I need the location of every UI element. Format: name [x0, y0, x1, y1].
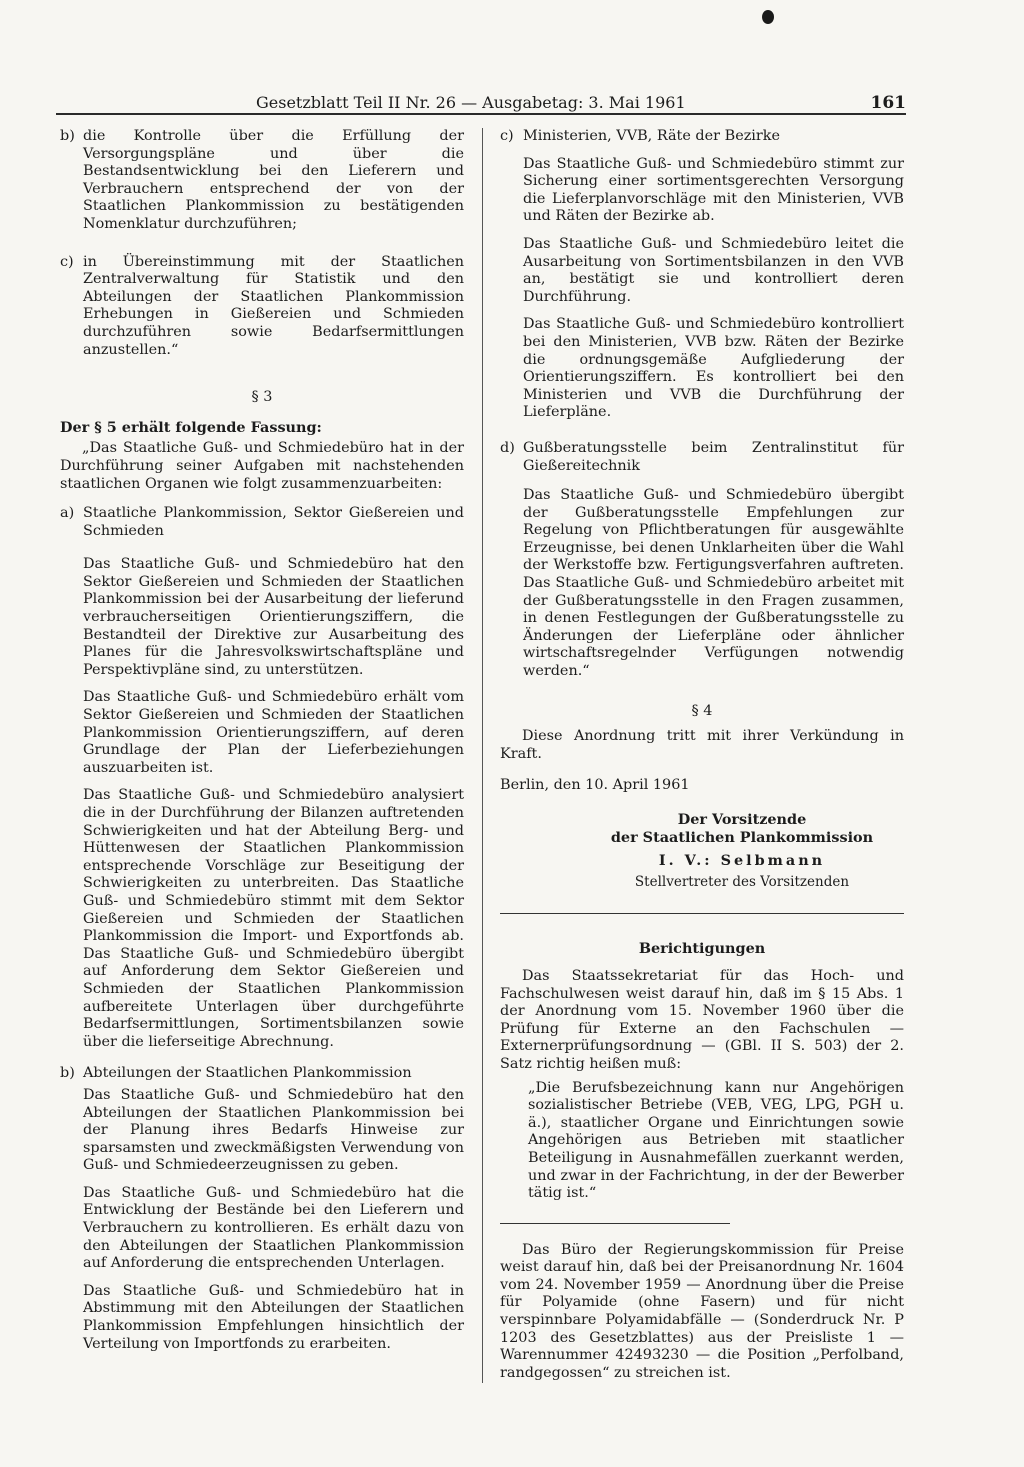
subsection-title: Ministerien, VVB, Räte der Bezirke: [523, 128, 781, 144]
paragraph: Das Staatliche Guß- und Schmiedebüro stimmt zur Sicherung einer sortimentsgerechten Versorgung die Lieferplanvorschläge mit den Ministerien, VVB und Räten der Bezirke ab.: [523, 155, 904, 225]
paragraph: Das Staatliche Guß- und Schmiedebüro hat die Entwicklung der Bestände bei den Lieferern und Verbrauchern zu kontrollieren. Es erhält dazu von den Abteilungen der Staatlichen Plankommission auf Anforderung die entsprechenden Unterlagen.: [83, 1184, 464, 1272]
page-number: 161: [870, 93, 906, 113]
subsection-a: [60, 505, 464, 540]
ink-blot: [762, 10, 774, 24]
item-label: a): [60, 505, 75, 522]
list-item-c: [60, 254, 464, 360]
short-separator: [500, 1223, 730, 1224]
right-column: [500, 128, 904, 1382]
section-3-heading: § 3: [251, 389, 273, 406]
signatory-name: I. V.: Selbmann: [658, 852, 826, 870]
header-title: Gesetzblatt Teil II Nr. 26 — Ausgabetag: 3. Mai 1961: [256, 93, 686, 112]
item-label: d): [500, 439, 515, 456]
item-text: in Übereinstimmung mit der Staatlichen Zentralverwaltung für Statistik und den Abteilungen der Staatlichen Plankommission Erhebungen in Gießereien und Schmieden durchzuführen sowie Bedarfsermittlungen anzustellen.“: [83, 253, 464, 358]
section-3-quote: „Das Staatliche Guß- und Schmiedebüro hat in der Durchführung seiner Aufgaben mit nachstehenden staatlichen Organen wie folgt zusammenzuarbeiten:: [60, 440, 464, 492]
paragraph: Das Staatliche Guß- und Schmiedebüro hat den Sektor Gießereien und Schmieden der Staatlichen Plankommission bei der Ausarbeitung der lieferund verbraucherseitigen Orientierungsziffern, die Bestandteil der Direktive zur Ausarbeitung des Planes für die Jahresvolkswirtschaftspläne und Perspektivpläne sind, zu unterstützen.: [83, 556, 464, 678]
item-label: b): [60, 128, 75, 144]
subsection-d: [500, 440, 904, 475]
item-text: die Kontrolle über die Erfüllung der Versorgungspläne und über die Bestandsentwicklung bei den Lieferern und Verbrauchern entsprechend der von der Staatlichen Plankommission zu bestätigenden Nomenklatur durchzuführen;: [83, 128, 464, 232]
item-label: b): [60, 1065, 75, 1082]
paragraph: Das Staatliche Guß- und Schmiedebüro kontrolliert bei den Ministerien, VVB bzw. Räten der Bezirke die ordnungsgemäße Aufgliederung der Orientierungsziffern. Es kontrolliert bei den Ministerien und VVB die Durchführung der Lieferpläne.: [523, 316, 904, 421]
signature-line: der Staatlichen Plankommission: [610, 828, 874, 846]
item-label: c): [500, 128, 514, 144]
subsection-title: Gußberatungsstelle beim Zentralinstitut für Gießereitechnik: [523, 439, 904, 474]
subsection-b: [60, 1065, 464, 1083]
signature-line: Der Vorsitzende: [677, 811, 807, 828]
paragraph: Das Staatliche Guß- und Schmiedebüro hat den Abteilungen der Staatlichen Plankommission bei der Planung ihres Bedarfs Hinweise zur sparsamsten und zweckmäßigsten Verwendung von Guß- und Schmiedeerzeugnissen zu geben.: [83, 1086, 464, 1174]
subsection-title: Staatliche Plankommission, Sektor Gießereien und Schmieden: [83, 505, 464, 539]
section-3-intro: Der § 5 erhält folgende Fassung:: [60, 418, 322, 436]
place-date: Berlin, den 10. April 1961: [500, 777, 690, 794]
subsection-b-body: [60, 1087, 464, 1353]
correction-paragraph-2: Das Büro der Regierungskommission für Preise weist darauf hin, daß bei der Preisanordnung Nr. 1604 vom 24. November 1959 — Anordnung über die Preise für Polyamide (ohne Fasern) und für nicht verspinnbare Polyamidabfälle — (Sonderdruck Nr. P 1203 des Gesetzblattes) aus der Preisliste 1 — Warennummer 42493230 — die Position „Perfolband, randgegossen“ zu streichen ist.: [500, 1241, 904, 1381]
signature-block: [500, 811, 904, 891]
item-label: c): [60, 253, 74, 270]
column-divider: [482, 128, 483, 1383]
subsection-c-body: [500, 156, 904, 422]
list-item-b: [60, 128, 464, 234]
paragraph: Das Staatliche Guß- und Schmiedebüro hat in Abstimmung mit den Abteilungen der Staatlichen Plankommission Empfehlungen hinsichtlich der Verteilung von Importfonds zu erarbeiten.: [83, 1282, 464, 1352]
signatory-title: Stellvertreter des Vorsitzenden: [634, 873, 850, 890]
correction-quote: „Die Berufsbezeichnung kann nur Angehörigen sozialistischer Betriebe (VEB, VEG, LPG, PGH u. ä.), staatlicher Organe und Einrichtungen sowie Angehörigen aus Betrieben mit staatlicher Beteiligung in Ausnahmefällen zuerkannt werden, und zwar in der Fachrichtung, in der der Bewerber tätig ist.“: [528, 1079, 904, 1202]
paragraph: Das Staatliche Guß- und Schmiedebüro leitet die Ausarbeitung von Sortimentsbilanzen in den VVB an, bestätigt sie und kontrolliert deren Durchführung.: [523, 235, 904, 305]
paragraph: Das Staatliche Guß- und Schmiedebüro übergibt der Gußberatungsstelle Empfehlungen zur Regelung von Pflichtberatungen für ausgewählte Erzeugnisse, bei denen Unklarheiten über die Wahl der Werkstoffe bzw. Fertigungsverfahren auftreten. Das Staatliche Guß- und Schmiedebüro arbeitet mit der Gußberatungsstelle in den Fragen zusammen, in denen Festlegungen der Gußberatungsstelle zu Änderungen der Lieferpläne oder ähnlicher wirtschaftsregelnder Verfügungen notwendig werden.“: [523, 487, 904, 680]
corrections-heading: Berichtigungen: [638, 940, 766, 958]
paragraph: Das Staatliche Guß- und Schmiedebüro analysiert die in der Durchführung der Bilanzen auftretenden Schwierigkeiten und hat der Abteilung Berg- und Hüttenwesen der Staatlichen Plankommission entsprechende Vorschläge zur Beseitigung der Schwierigkeiten zu unterbreiten. Das Staatliche Guß- und Schmiedebüro stimmt mit dem Sektor Gießereien und Schmieden der Staatlichen Plankommission die Import- und Exportfonds ab. Das Staatliche Guß- und Schmiedebüro übergibt auf Anforderung dem Sektor Gießereien und Schmieden der Staatlichen Plankommission aufbereitete Unterlagen über durchgeführte Bedarfsermittlungen, Sortimentsbilanzen sowie über die lieferseitige Abrechnung.: [83, 787, 464, 1050]
section-separator: [500, 913, 904, 914]
subsection-d-body: [500, 487, 904, 681]
correction-paragraph-1: Das Staatssekretariat für das Hoch- und Fachschulwesen weist darauf hin, daß im § 15 Abs. 1 der Anordnung vom 15. November 1960 über die Prüfung für Externe an den Fachschulen — Externerprüfungsordnung — (GBl. II S. 503) der 2. Satz richtig heißen muß:: [500, 967, 904, 1072]
left-column: [60, 128, 464, 1353]
page-header: [56, 93, 906, 115]
subsection-a-body: [60, 556, 464, 1051]
section-4-heading: § 4: [691, 702, 713, 719]
paragraph: Das Staatliche Guß- und Schmiedebüro erhält vom Sektor Gießereien und Schmieden der Staatlichen Plankommission Orientierungsziffern, auf deren Grundlage der Plan der Lieferbeziehungen auszuarbeiten ist.: [83, 689, 464, 776]
subsection-c: [500, 128, 904, 146]
section-4-text: Diese Anordnung tritt mit ihrer Verkündung in Kraft.: [500, 728, 904, 762]
subsection-title: Abteilungen der Staatlichen Plankommission: [83, 1065, 412, 1082]
